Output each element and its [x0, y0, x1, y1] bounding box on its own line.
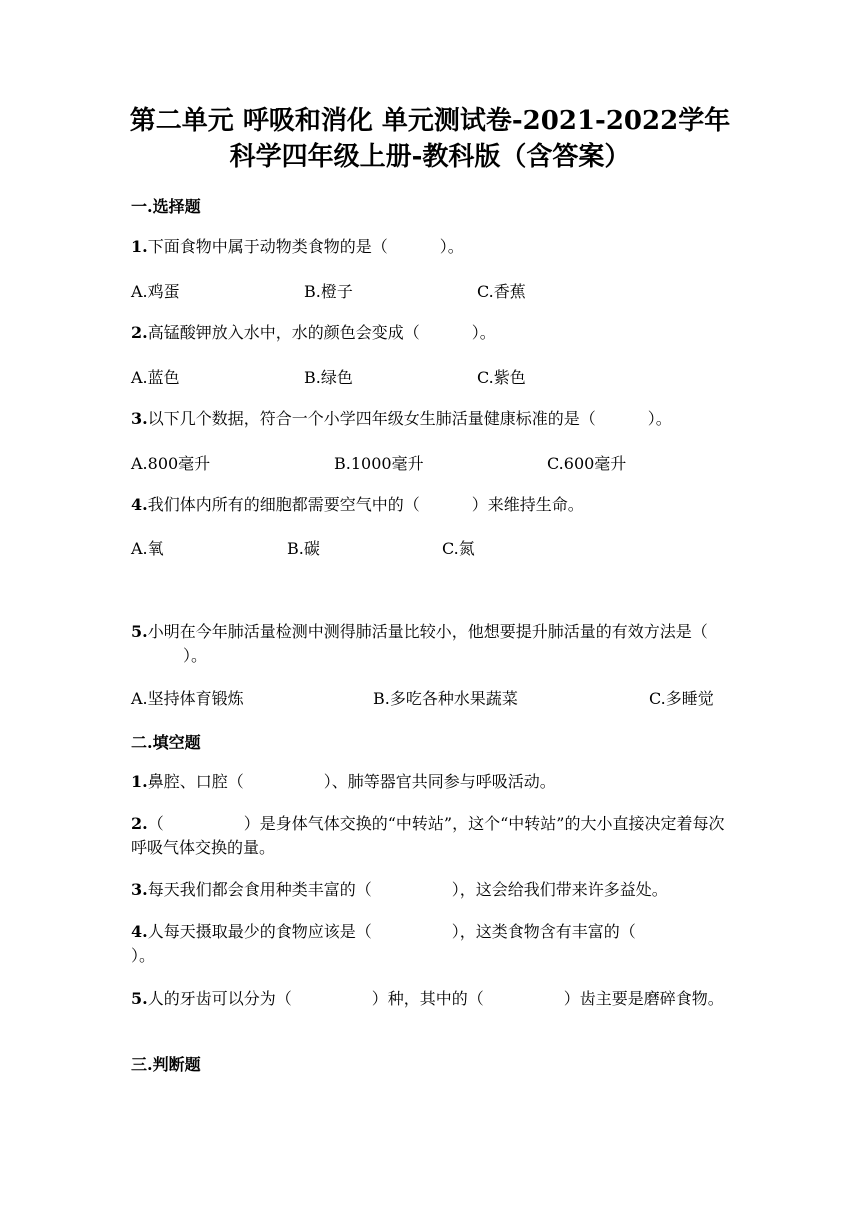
choice-question-5: 5.小明在今年肺活量检测中测得肺活量比较小，他想要提升肺活量的有效方法是（）。: [131, 622, 708, 665]
fill-question-3: 3.每天我们都会食用种类丰富的（ ），这会给我们带来许多益处。: [131, 880, 668, 899]
option-b: B.绿色: [304, 368, 353, 387]
section-choice: 一.选择题: [131, 197, 201, 216]
choice-options-5: [131, 686, 731, 710]
fill-question-2: 2.（ ）是身体气体交换的“中转站”，这个“中转站”的大小直接决定着每次呼吸气体交换的量。: [131, 814, 725, 857]
option-a: A.坚持体育锻炼: [131, 689, 244, 708]
choice-question-2: 2.高锰酸钾放入水中，水的颜色会变成（ ）。: [131, 323, 496, 342]
option-b: B.1000毫升: [334, 454, 424, 473]
section-fill: 二.填空题: [131, 733, 201, 752]
choice-options-2: [131, 365, 731, 389]
option-c: C.紫色: [477, 368, 526, 387]
fill-question-4: 4.人每天摄取最少的食物应该是（ ），这类食物含有丰富的（）。: [131, 922, 636, 965]
choice-options-3: [131, 451, 731, 475]
choice-options-1: [131, 279, 731, 303]
choice-question-4: 4.我们体内所有的细胞都需要空气中的（ ）来维持生命。: [131, 495, 584, 514]
option-c: C.多睡觉: [649, 689, 714, 708]
option-c: C.香蕉: [477, 282, 526, 301]
option-c: C.600毫升: [547, 454, 627, 473]
choice-question-1: 1.下面食物中属于动物类食物的是（ ）。: [131, 237, 464, 256]
option-a: A.800毫升: [131, 454, 211, 473]
option-b: B.碳: [287, 539, 320, 558]
choice-question-3: 3.以下几个数据，符合一个小学四年级女生肺活量健康标准的是（ ）。: [131, 409, 672, 428]
option-a: A.氧: [131, 539, 164, 558]
option-b: B.多吃各种水果蔬菜: [373, 689, 518, 708]
choice-options-4: [131, 536, 731, 560]
title-line-1: 第二单元 呼吸和消化 单元测试卷-2021-2022学年: [129, 106, 731, 136]
option-a: A.鸡蛋: [131, 282, 180, 301]
section-judge: 三.判断题: [131, 1055, 201, 1074]
fill-question-5: 5.人的牙齿可以分为（ ）种，其中的（ ）齿主要是磨碎食物。: [131, 989, 724, 1008]
option-c: C.氮: [442, 539, 475, 558]
fill-question-1: 1.鼻腔、口腔（ ）、肺等器官共同参与呼吸活动。: [131, 772, 556, 791]
title-line-2: 科学四年级上册-教科版（含答案）: [229, 142, 631, 172]
option-a: A.蓝色: [131, 368, 180, 387]
option-b: B.橙子: [304, 282, 353, 301]
